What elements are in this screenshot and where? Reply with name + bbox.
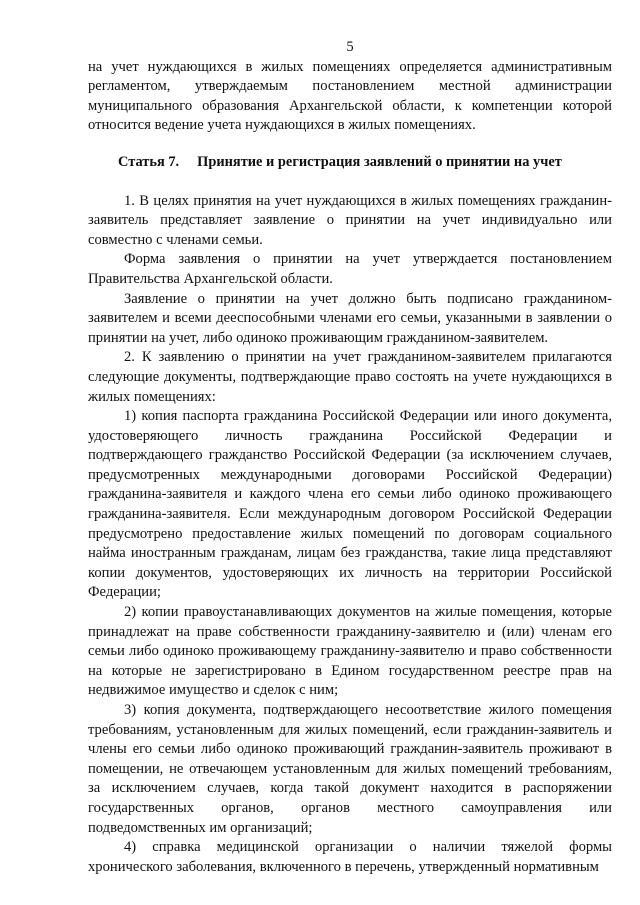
article-number: Статья 7. xyxy=(118,153,180,170)
list-item: 2) копии правоустанавливающих документов на жилые помещения, которые принадлежат на праве собственности гражданину-заявителю и (или) членам его семьи либо одиноко проживающему гражданину-заявителю и право собственности на которые не зарегистрировано в Едином государственном реестре прав на недвижимое имущество и сделок с ним; xyxy=(88,604,612,699)
document-page xyxy=(88,38,612,877)
paragraph: 1. В целях принятия на учет нуждающихся в жилых помещениях гражданин-заявитель представляет заявление о принятии на учет индивидуально или совместно с членами семьи. xyxy=(88,192,612,248)
list-item: 1) копия паспорта гражданина Российской Федерации или иного документа, удостоверяющего личность гражданина Российской Федерации и подтверждающего гражданство Российской Федерации (за исключением случаев, предусмотренных международными договорами Российской Федерации) гражданина-заявителя и каждого члена его семьи либо одиноко проживающего гражданина-заявителя. Если международным договором Российской Федерации предусмотрено предоставление жилых помещений по договорам социального найма иностранным гражданам, лицам без гражданства, такие лица представляют копии документов, удостоверяющих их личность на территории Российской Федерации; xyxy=(88,408,612,601)
page-number: 5 xyxy=(346,39,354,55)
paragraph: Заявление о принятии на учет должно быть подписано гражданином-заявителем и всеми дееспособными членами его семьи, указанными в заявлении о принятии на учет, либо одиноко проживающим гражданином-заявителем. xyxy=(88,290,612,346)
intro-paragraph: на учет нуждающихся в жилых помещениях определяется административным регламентом, утверждаемым постановлением местной администрации муниципального образования Архангельской области, к компетенции которой относится ведение учета нуждающихся в жилых помещениях. xyxy=(88,58,612,134)
list-item: 4) справка медицинской организации о наличии тяжелой формы хронического заболевания, включенного в перечень, утвержденный нормативным xyxy=(88,839,612,875)
paragraph: 2. К заявлению о принятии на учет гражданином-заявителем прилагаются следующие документы, подтверждающие право состоять на учете нуждающихся в жилых помещениях: xyxy=(88,349,612,405)
paragraph: Форма заявления о принятии на учет утверждается постановлением Правительства Архангельской области. xyxy=(88,251,612,287)
article-title: Принятие и регистрация заявлений о принятии на учет xyxy=(197,153,562,170)
article-heading xyxy=(88,153,612,173)
list-item: 3) копия документа, подтверждающего несоответствие жилого помещения требованиям, установленным для жилых помещений, если гражданин-заявитель и члены его семьи либо одиноко проживающий гражданин-заявитель проживают в помещении, не отвечающем установленным для жилых помещений требованиям, за исключением случаев, когда такой документ находится в распоряжении государственных органов, органов местного самоуправления или подведомственных им организаций; xyxy=(88,702,612,836)
